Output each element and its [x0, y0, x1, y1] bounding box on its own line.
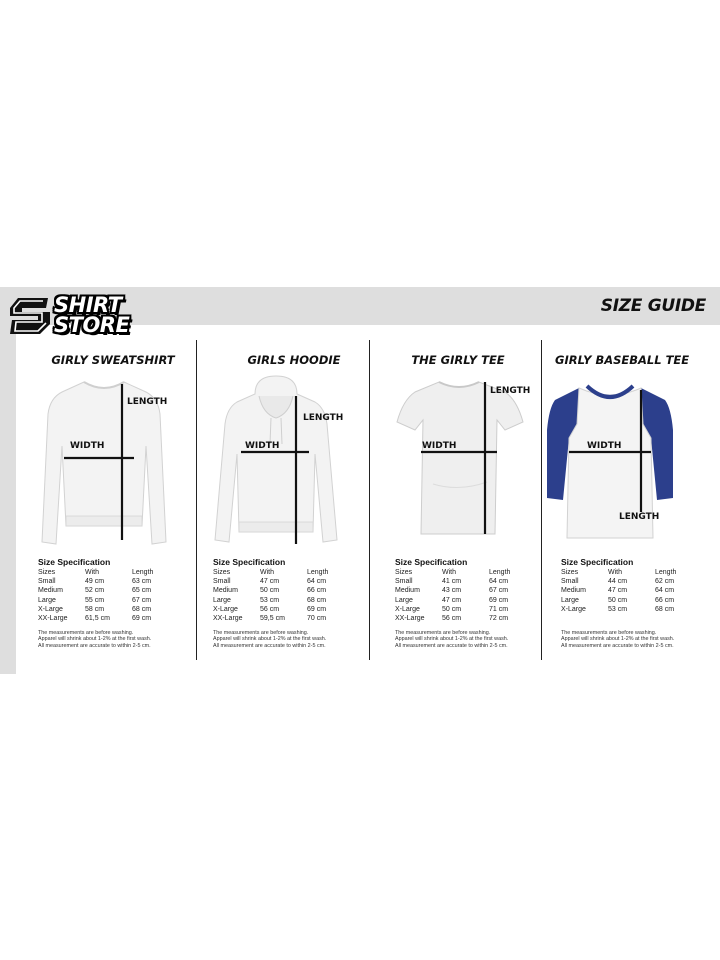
length-cell: 68 cm: [307, 596, 327, 604]
shirt-store-logo: [8, 294, 158, 338]
col-sizes: Sizes: [561, 569, 579, 576]
width-cell: 47 cm: [442, 596, 462, 604]
table-row: [561, 586, 695, 595]
length-cell: 63 cm: [132, 578, 152, 586]
width-cell: 50 cm: [260, 587, 280, 595]
col-length: Length: [132, 569, 154, 576]
table-header-row: [38, 568, 172, 577]
length-cell: 65 cm: [132, 587, 152, 595]
size-cell: XX-Large: [213, 615, 243, 623]
product-title: GIRLY BASEBALL TEE: [555, 353, 690, 367]
note-line: Apparel will shrink about 1-2% at the first wash.: [38, 636, 152, 643]
spec-title: Size Specification: [38, 557, 111, 567]
length-cell: 70 cm: [307, 615, 327, 623]
table-header-row: [395, 568, 529, 577]
size-table: [213, 568, 347, 623]
care-notes: [561, 630, 720, 649]
size-spec: [213, 557, 363, 623]
left-accent-strip: [0, 325, 16, 674]
table-row: [395, 605, 529, 614]
col-width: With: [85, 569, 99, 576]
table-row: [213, 614, 347, 623]
product-panel-girls-hoodie: [213, 340, 379, 660]
col-width: With: [260, 569, 274, 576]
note-line: Apparel will shrink about 1-2% at the first wash.: [213, 636, 327, 643]
col-length: Length: [489, 569, 511, 576]
col-length: Length: [655, 569, 677, 576]
length-cell: 71 cm: [489, 605, 509, 613]
spec-title: Size Specification: [561, 557, 634, 567]
spec-title: Size Specification: [213, 557, 286, 567]
length-cell: 68 cm: [655, 605, 675, 613]
table-row: [38, 605, 172, 614]
table-row: [38, 586, 172, 595]
width-cell: 49 cm: [85, 578, 105, 586]
size-table: [561, 568, 695, 614]
table-row: [395, 596, 529, 605]
table-header-row: [213, 568, 347, 577]
table-row: [213, 586, 347, 595]
length-label: LENGTH: [490, 386, 531, 396]
length-cell: 68 cm: [132, 605, 152, 613]
width-cell: 41 cm: [442, 578, 462, 586]
width-cell: 52 cm: [85, 587, 105, 595]
product-panel-girly-baseball-tee: [555, 340, 720, 660]
length-cell: 66 cm: [307, 587, 327, 595]
table-row: [38, 596, 172, 605]
spec-title: Size Specification: [395, 557, 468, 567]
product-title: GIRLS HOODIE: [247, 353, 341, 367]
length-cell: 64 cm: [655, 587, 675, 595]
size-table: [395, 568, 529, 623]
logo-word-shirt: SHIRT: [54, 293, 122, 317]
product-panel-the-girly-tee: [395, 340, 561, 660]
size-cell: Large: [38, 596, 56, 604]
table-header-row: [561, 568, 695, 577]
note-line: Apparel will shrink about 1-2% at the first wash.: [561, 636, 675, 643]
length-cell: 72 cm: [489, 615, 509, 623]
size-cell: XX-Large: [38, 615, 68, 623]
length-cell: 64 cm: [489, 578, 509, 586]
note-line: The measurements are before washing.: [213, 630, 309, 636]
width-label: WIDTH: [422, 441, 457, 451]
col-length: Length: [307, 569, 329, 576]
col-width: With: [608, 569, 622, 576]
note-line: All measurement are accurate to within 2-5 cm.: [213, 642, 326, 649]
length-label: LENGTH: [127, 397, 168, 407]
width-cell: 56 cm: [260, 605, 280, 613]
width-cell: 44 cm: [608, 578, 628, 586]
length-label: LENGTH: [619, 512, 660, 522]
size-cell: Small: [395, 578, 413, 586]
col-width: With: [442, 569, 456, 576]
length-cell: 66 cm: [655, 596, 675, 604]
table-row: [213, 577, 347, 586]
length-cell: 69 cm: [132, 615, 152, 623]
care-notes: [213, 630, 383, 649]
size-cell: Medium: [213, 587, 238, 595]
size-cell: X-Large: [213, 605, 238, 613]
table-row: [561, 577, 695, 586]
width-cell: 58 cm: [85, 605, 105, 613]
width-cell: 53 cm: [260, 596, 280, 604]
size-cell: X-Large: [38, 605, 63, 613]
product-title: GIRLY SWEATSHIRT: [51, 353, 175, 367]
width-label: WIDTH: [245, 441, 280, 451]
length-cell: 69 cm: [307, 605, 327, 613]
table-row: [38, 614, 172, 623]
tee-image: [393, 374, 527, 544]
size-spec: [38, 557, 188, 623]
logo-word-store: STORE: [54, 313, 130, 337]
note-line: The measurements are before washing.: [395, 630, 491, 636]
care-notes: [395, 630, 565, 649]
table-row: [38, 577, 172, 586]
width-cell: 61,5 cm: [85, 615, 110, 623]
width-cell: 53 cm: [608, 605, 628, 613]
table-row: [395, 586, 529, 595]
care-notes: [38, 630, 208, 649]
size-cell: Medium: [395, 587, 420, 595]
width-label: WIDTH: [587, 441, 622, 451]
size-cell: Small: [38, 578, 56, 586]
width-cell: 43 cm: [442, 587, 462, 595]
length-cell: 64 cm: [307, 578, 327, 586]
note-line: Apparel will shrink about 1-2% at the first wash.: [395, 636, 509, 643]
length-cell: 62 cm: [655, 578, 675, 586]
size-cell: X-Large: [561, 605, 586, 613]
size-table: [38, 568, 172, 623]
length-cell: 67 cm: [132, 596, 152, 604]
size-spec: [395, 557, 545, 623]
table-row: [395, 614, 529, 623]
product-title: THE GIRLY TEE: [411, 353, 505, 367]
size-cell: Medium: [561, 587, 586, 595]
size-spec: [561, 557, 711, 614]
note-line: The measurements are before washing.: [561, 630, 657, 636]
size-cell: Medium: [38, 587, 63, 595]
width-cell: 56 cm: [442, 615, 462, 623]
width-cell: 47 cm: [260, 578, 280, 586]
width-label: WIDTH: [70, 441, 105, 451]
logo-s-icon: [8, 294, 52, 338]
length-cell: 67 cm: [489, 587, 509, 595]
width-cell: 55 cm: [85, 596, 105, 604]
note-line: All measurement are accurate to within 2-5 cm.: [561, 642, 674, 649]
size-cell: Large: [213, 596, 231, 604]
table-row: [561, 605, 695, 614]
width-cell: 47 cm: [608, 587, 628, 595]
length-cell: 69 cm: [489, 596, 509, 604]
width-cell: 59,5 cm: [260, 615, 285, 623]
col-sizes: Sizes: [38, 569, 56, 576]
size-cell: Large: [395, 596, 413, 604]
note-line: All measurement are accurate to within 2-5 cm.: [395, 642, 508, 649]
table-row: [213, 596, 347, 605]
col-sizes: Sizes: [395, 569, 413, 576]
size-cell: XX-Large: [395, 615, 425, 623]
size-cell: Large: [561, 596, 579, 604]
width-cell: 50 cm: [608, 596, 628, 604]
note-line: All measurement are accurate to within 2-5 cm.: [38, 642, 151, 649]
table-row: [561, 596, 695, 605]
size-cell: X-Large: [395, 605, 420, 613]
table-row: [213, 605, 347, 614]
col-sizes: Sizes: [213, 569, 231, 576]
width-cell: 50 cm: [442, 605, 462, 613]
page-title: SIZE GUIDE: [600, 296, 706, 316]
size-cell: Small: [213, 578, 231, 586]
hoodie-image: [211, 374, 344, 554]
size-cell: Small: [561, 578, 579, 586]
product-panel-girly-sweatshirt: [38, 340, 204, 660]
table-row: [395, 577, 529, 586]
note-line: The measurements are before washing.: [38, 630, 134, 636]
length-label: LENGTH: [303, 413, 344, 423]
